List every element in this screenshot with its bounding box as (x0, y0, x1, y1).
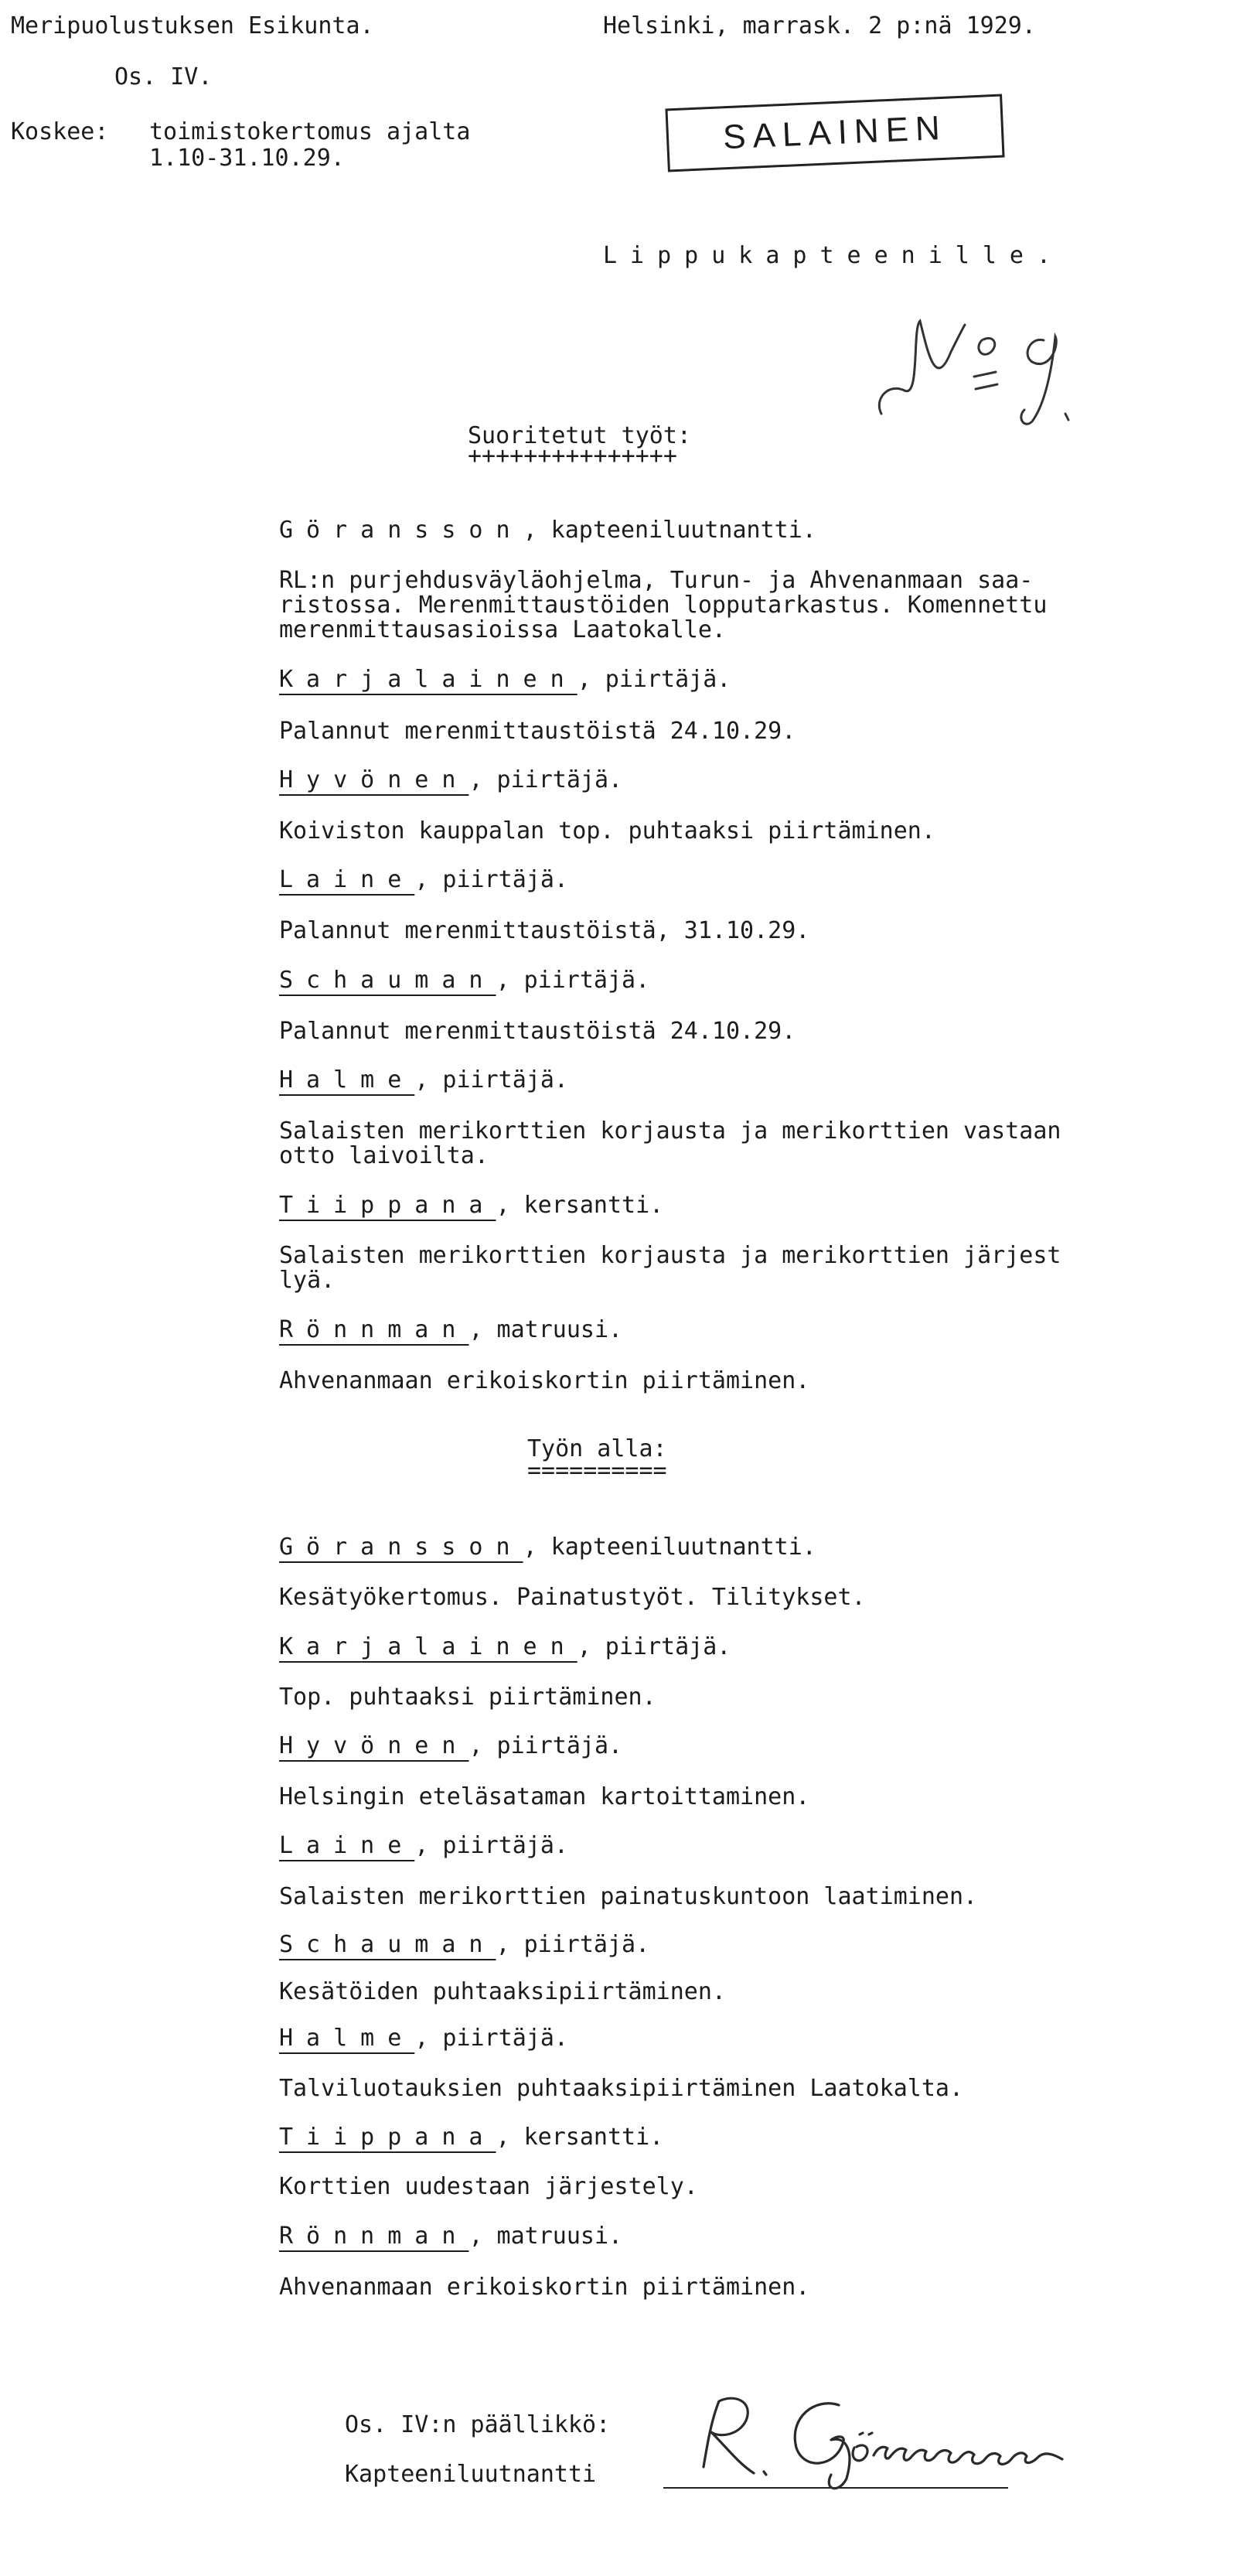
section-done-title: Suoritetut työt: (468, 422, 691, 449)
person-name: Hyvönen (279, 766, 469, 793)
person-name: Laine (279, 866, 415, 893)
task-line: RL:n purjehdusväyläohjelma, Turun- ja Ahvenanmaan saa- (279, 567, 1034, 594)
task-line: ristossa. Merenmittaustöiden lopputarkastus. Komennettu (279, 592, 1048, 619)
entry-name-line (279, 666, 731, 694)
subject-line-2: 1.10-31.10.29. (149, 145, 345, 172)
entry-name-line (279, 967, 649, 995)
task-line: Palannut merenmittaustöistä, 31.10.29. (279, 917, 810, 944)
entry-name-line (279, 866, 568, 894)
recipient: Lippukapteenille. (603, 242, 1065, 269)
entry-name-line (279, 1192, 663, 1220)
handwritten-signature (680, 2382, 1082, 2498)
person-rank: , piirtäjä. (468, 1732, 623, 1759)
subject-label: Koskee: (11, 118, 109, 145)
entry-name-line (279, 2223, 622, 2250)
entry-name-line (279, 1931, 649, 1959)
section-pending-title: Työn alla: (527, 1435, 667, 1462)
task-line: otto laivoilta. (279, 1142, 489, 1169)
entry-name-line (279, 2124, 663, 2151)
task-line: Ahvenanmaan erikoiskortin piirtäminen. (279, 1367, 810, 1394)
person-name: Tiippana (279, 1192, 496, 1219)
person-name: Karjalainen (279, 666, 578, 693)
person-rank: , kersantti. (496, 2124, 664, 2151)
person-name: Göransson (279, 517, 523, 544)
person-name: Rönnman (279, 2223, 469, 2250)
task-line: Salaisten merikorttien korjausta ja merikorttien vastaan (279, 1117, 1061, 1145)
task-line: merenmittausasioissa Laatokalle. (279, 616, 726, 643)
entry-name-line (279, 1633, 731, 1661)
person-rank: , piirtäjä. (414, 1066, 568, 1094)
entry-name-line (279, 1732, 622, 1760)
person-name: Hyvönen (279, 1732, 469, 1759)
task-line: Palannut merenmittaustöistä 24.10.29. (279, 1018, 796, 1045)
person-rank: , matruusi. (468, 2223, 623, 2250)
person-rank: , piirtäjä. (414, 2025, 568, 2052)
place-date: Helsinki, marrask. 2 p:nä 1929. (603, 12, 1036, 39)
task-line: Korttien uudestaan järjestely. (279, 2173, 698, 2200)
entry-name-line (279, 1066, 568, 1094)
person-rank: , piirtäjä. (414, 1832, 568, 1859)
stamp-text: SALAINEN (722, 108, 948, 157)
person-rank: , kapteeniluutnantti. (523, 1534, 816, 1561)
entry-name-line (279, 517, 816, 544)
task-line: Salaisten merikorttien korjausta ja merikorttien järjest (279, 1242, 1061, 1269)
section-pending-underline: ========== (527, 1457, 667, 1484)
task-line: Palannut merenmittaustöistä 24.10.29. (279, 718, 796, 745)
handwritten-number-mark (866, 305, 1121, 429)
entry-name-line (279, 1534, 816, 1561)
task-line: Kesätöiden puhtaaksipiirtäminen. (279, 1978, 726, 2005)
entry-name-line (279, 1832, 568, 1860)
person-rank: , matruusi. (468, 1316, 623, 1343)
person-name: Karjalainen (279, 1633, 578, 1660)
signature-rank: Kapteeniluutnantti (345, 2461, 597, 2488)
division-label: Os. IV. (114, 63, 213, 90)
subject-line-1: toimistokertomus ajalta (149, 118, 471, 145)
section-done-underline: +++++++++++++++ (468, 442, 677, 469)
task-line: Koiviston kauppalan top. puhtaaksi piirtäminen. (279, 817, 935, 844)
signature-title: Os. IV:n päällikkö: (345, 2411, 611, 2438)
person-name: Tiippana (279, 2124, 496, 2151)
person-rank: , piirtäjä. (468, 766, 623, 793)
person-rank: , piirtäjä. (577, 666, 731, 693)
person-rank: , piirtäjä. (577, 1633, 731, 1660)
person-name: Schauman (279, 1931, 496, 1958)
entry-name-line (279, 766, 622, 794)
task-line: lyä. (279, 1267, 336, 1294)
entry-name-line (279, 2025, 568, 2052)
organization-name: Meripuolustuksen Esikunta. (11, 12, 374, 39)
person-rank: , kersantti. (496, 1192, 664, 1219)
person-name: Halme (279, 2025, 415, 2052)
task-line: Salaisten merikorttien painatuskuntoon laatiminen. (279, 1883, 978, 1910)
task-line: Ahvenanmaan erikoiskortin piirtäminen. (279, 2274, 810, 2301)
task-line: Top. puhtaaksi piirtäminen. (279, 1684, 656, 1711)
person-name: Schauman (279, 967, 496, 994)
person-rank: , piirtäjä. (496, 967, 650, 994)
secret-stamp (665, 94, 1004, 172)
person-name: Göransson (279, 1534, 523, 1561)
task-line: Helsingin eteläsataman kartoittaminen. (279, 1783, 810, 1810)
person-name: Halme (279, 1066, 415, 1094)
person-rank: , piirtäjä. (496, 1931, 650, 1958)
task-line: Kesätyökertomus. Painatustyöt. Tilitykset. (279, 1584, 866, 1611)
person-name: Rönnman (279, 1316, 469, 1343)
person-rank: , piirtäjä. (414, 866, 568, 893)
person-name: Laine (279, 1832, 415, 1859)
task-line: Talviluotauksien puhtaaksipiirtäminen Laatokalta. (279, 2075, 964, 2102)
person-rank: , kapteeniluutnantti. (523, 517, 816, 544)
entry-name-line (279, 1316, 622, 1344)
